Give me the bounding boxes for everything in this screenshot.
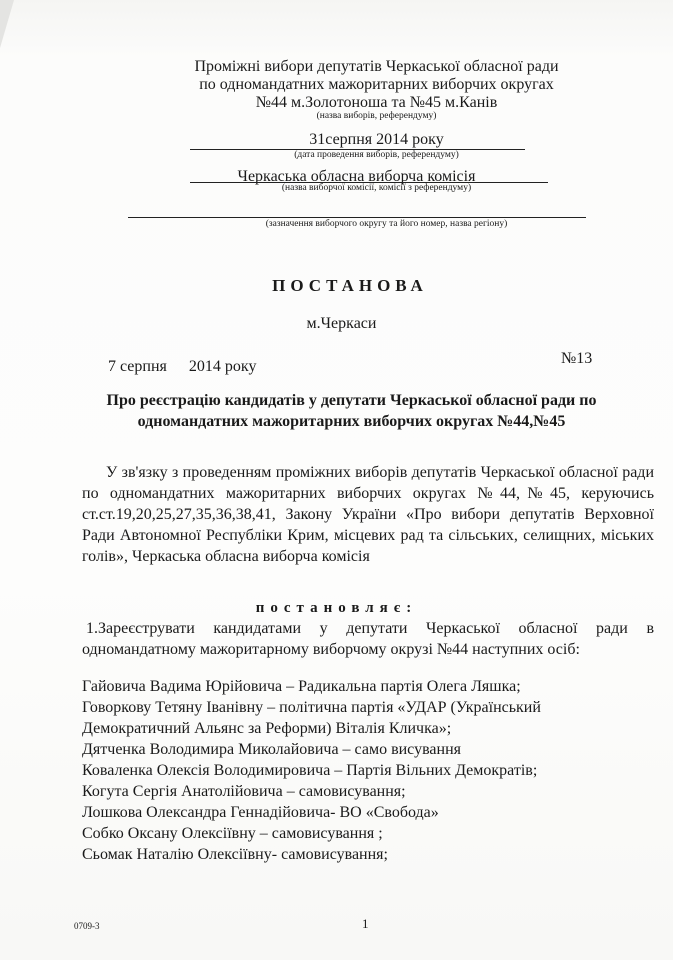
- subject-line2: одномандатних мажоритарних виборчих округах №44,№45: [137, 413, 566, 430]
- document-date-year: 2014 року: [188, 358, 257, 375]
- subject-line1: Про реєстрацію кандидатів у депутати Черкаської обласної ради по: [106, 392, 597, 409]
- list-item: Дятченка Володимира Миколайовича – само висування: [82, 741, 461, 758]
- document-date-day: 7 серпня: [108, 358, 167, 375]
- item-1: [82, 618, 654, 660]
- caption-commission: (назва виборчої комісії, комісії з референдуму): [281, 183, 472, 193]
- list-item: Когута Сергія Анатолійовича – самовисування;: [82, 783, 406, 800]
- list-item: Лошкова Олександра Геннадійовича- ВО «Свобода»: [82, 804, 439, 821]
- election-title-line2: по одномандатних мажоритарних виборчих округах: [199, 76, 554, 93]
- election-title-line1: Проміжні вибори депутатів Черкаської обласної ради: [194, 58, 559, 75]
- caption-district: (зазначення виборчого округу та його номер, назва регіону): [265, 219, 508, 229]
- item-1-text: 1.Зареєструвати кандидатами у депутати Черкаської обласної ради в одномандатному мажоритарному виборчому окрузі №44 наступних осіб:: [82, 620, 654, 658]
- page-corner-shadow: [0, 0, 14, 48]
- document-city: м.Черкаси: [306, 315, 377, 332]
- election-title-line3: №44 м.Золотоноша та №45 м.Канів: [255, 94, 498, 111]
- list-item: Коваленка Олексія Володимировича – Партія Вільних Демократів;: [82, 762, 538, 779]
- document-subject: [15, 390, 673, 432]
- preamble: [82, 462, 654, 567]
- document-title: ПОСТАНОВА: [272, 276, 428, 295]
- election-title: [40, 58, 673, 112]
- list-item: Собко Оксану Олексіївну – самовисування ;: [82, 825, 383, 842]
- caption-election-name: (назва виборів, референдуму): [316, 111, 437, 121]
- document-number: №13: [561, 350, 593, 367]
- list-item: Сьомак Наталію Олексіївну- самовисування;: [82, 846, 388, 863]
- candidate-list: [82, 676, 654, 865]
- list-item: Гайовича Вадима Юрійовича – Радикальна партія Олега Ляшка;: [82, 678, 521, 695]
- resolves-heading: постановляє:: [255, 600, 418, 616]
- commission-name: Черкаська обласна виборча комісія: [237, 168, 476, 185]
- form-code: 0709-3: [74, 921, 100, 931]
- list-item: Говоркову Тетяну Іванівну – політична партія «УДАР (Український Демократичний Альянс за Реформи) Віталія Кличка»;: [82, 699, 541, 737]
- election-date: 31серпня 2014 року: [309, 131, 444, 148]
- document-date: [108, 358, 256, 376]
- page-number: 1: [362, 916, 369, 931]
- underline-district: [128, 217, 586, 218]
- caption-election-date: (дата проведення виборів, референдуму): [294, 150, 459, 160]
- preamble-text: У зв'язку з проведенням проміжних виборів депутатів Черкаської обласної ради по одномандатних мажоритарних виборчих округах №44,№45, керуючись ст.ст.19,20,25,27,35,36,38,41, Закону України «Про вибори депутатів Верховної Ради Автономної Республіки Крим, місцевих рад та сільських, селищних, міських голів», Черкаська обласна виборча комісія: [82, 464, 654, 565]
